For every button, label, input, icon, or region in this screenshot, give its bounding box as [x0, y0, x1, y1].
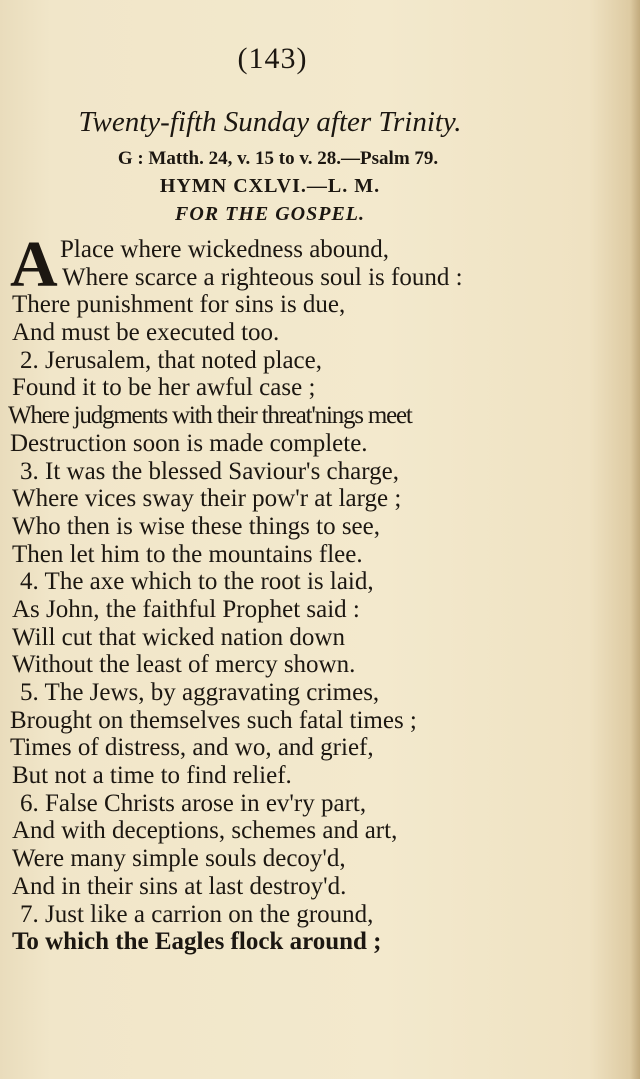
verse-line: Brought on themselves such fatal times ; [10, 706, 417, 734]
verse-line: To which the Eagles flock around ; [12, 928, 382, 956]
verse-line: Where vices sway their pow'r at large ; [12, 485, 402, 513]
verse-line: 3. It was the blessed Saviour's charge, [20, 457, 399, 485]
verse-line: Without the least of mercy shown. [12, 651, 356, 679]
section-title: Twenty-fifth Sunday after Trinity. [78, 106, 462, 138]
verse-line: 2. Jerusalem, that noted place, [20, 346, 322, 374]
hymn-heading: HYMN CXLVI.—L. M. [159, 175, 381, 197]
verse-line: 6. False Christs arose in ev'ry part, [20, 789, 367, 817]
verse-line: Destruction soon is made complete. [10, 429, 368, 457]
hymn-text [0, 236, 640, 956]
verse-line: Then let him to the mountains flee. [12, 540, 363, 568]
verse-line: And in their sins at last destroy'd. [12, 872, 347, 900]
verse-line: Found it to be her awful case ; [12, 374, 316, 402]
verse-line: Will cut that wicked nation down [12, 623, 345, 651]
gospel-reference: G : Matth. 24, v. 15 to v. 28.—Psalm 79. [117, 148, 439, 169]
hymn-subheading: FOR THE GOSPEL. [174, 203, 366, 225]
verse-line: Who then is wise these things to see, [12, 512, 380, 540]
verse-line: Where scarce a righteous soul is found : [62, 263, 463, 291]
verse-line: Times of distress, and wo, and grief, [10, 734, 374, 762]
verse-line: Were many simple souls decoy'd, [12, 845, 346, 873]
verse-line: There punishment for sins is due, [12, 291, 346, 319]
verse-line: 4. The axe which to the root is laid, [20, 568, 374, 596]
verse-line: Place where wickedness abound, [60, 236, 390, 263]
verse-line: But not a time to find relief. [12, 762, 292, 790]
drop-cap: A [10, 228, 58, 301]
verse-line: Where judgments with their threat'nings meet [8, 402, 412, 430]
verse-line: 5. The Jews, by aggravating crimes, [20, 679, 380, 706]
verse-line: 7. Just like a carrion on the ground, [20, 900, 374, 928]
verse-line: As John, the faithful Prophet said : [12, 595, 360, 623]
verse-line: And with deceptions, schemes and art, [12, 817, 398, 845]
page-number: (143) [237, 42, 308, 75]
verse-line: And must be executed too. [12, 319, 280, 347]
